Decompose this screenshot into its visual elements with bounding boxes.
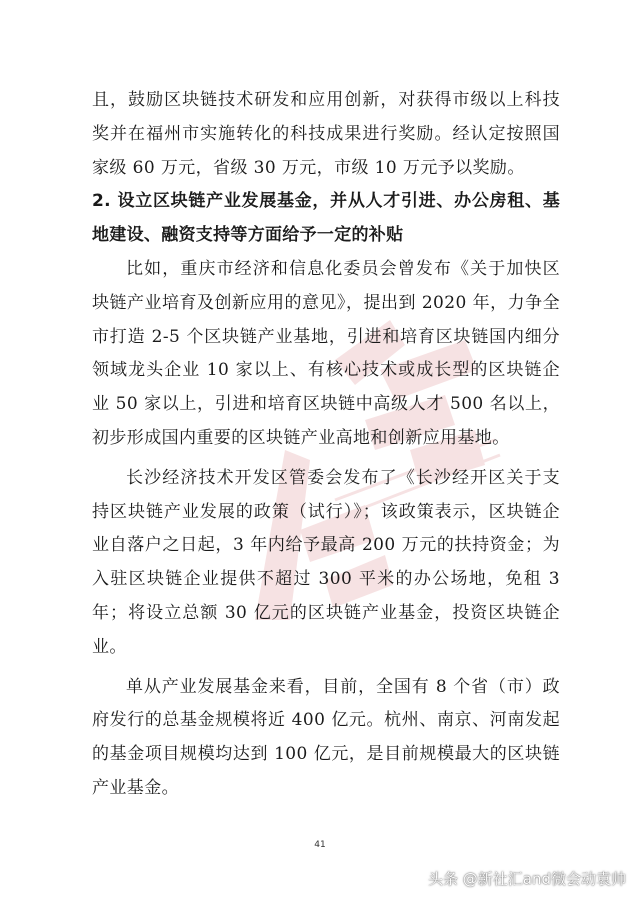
- paragraph-3: 长沙经济技术开发区管委会发布了《长沙经开区关于支持区块链产业发展的政策（试行）》；该政策表示，区块链企业自落户之日起，3 年内给予最高 200 万元的扶持资金；为入驻区块链企业提供不超过 300 平米的办公场地，免租 3 年；将设立总额 30 亿元的区块链产业基金，投资区块链企业。: [92, 467, 560, 657]
- paragraph-1: 且，鼓励区块链技术研发和应用创新，对获得市级以上科技奖并在福州市实施转化的科技成果进行奖励。经认定按照国家级 60 万元，省级 30 万元，市级 10 万元予以奖励。: [92, 90, 560, 178]
- paragraph-2: 比如，重庆市经济和信息化委员会曾发布《关于加快区块链产业培育及创新应用的意见》，提出到 2020 年，力争全市打造 2-5 个区块链产业基地，引进和培育区块链国内细分领域龙头企业 10 家以上、有核心技术或成长型的区块链企业 50 家以上，引进和培育区块链中高级人才 500 名以上，初步形成国内重要的区块链产业高地和创新应用基地。: [92, 258, 560, 448]
- source-watermark-label: 头条 @新社汇and微会动袁帅: [428, 870, 626, 888]
- page-number: 41: [314, 840, 326, 850]
- paragraph-4: 单从产业发展基金来看，目前，全国有 8 个省（市）政府发行的总基金规模将近 400 亿元。杭州、南京、河南发起的基金项目规模均达到 100 亿元，是目前规模最大的区块链产业基金。: [92, 676, 560, 798]
- section-heading: 2. 设立区块链产业发展基金，并从人才引进、办公房租、基地建设、融资支持等方面给予一定的补贴: [92, 191, 560, 246]
- document-body: [92, 84, 560, 806]
